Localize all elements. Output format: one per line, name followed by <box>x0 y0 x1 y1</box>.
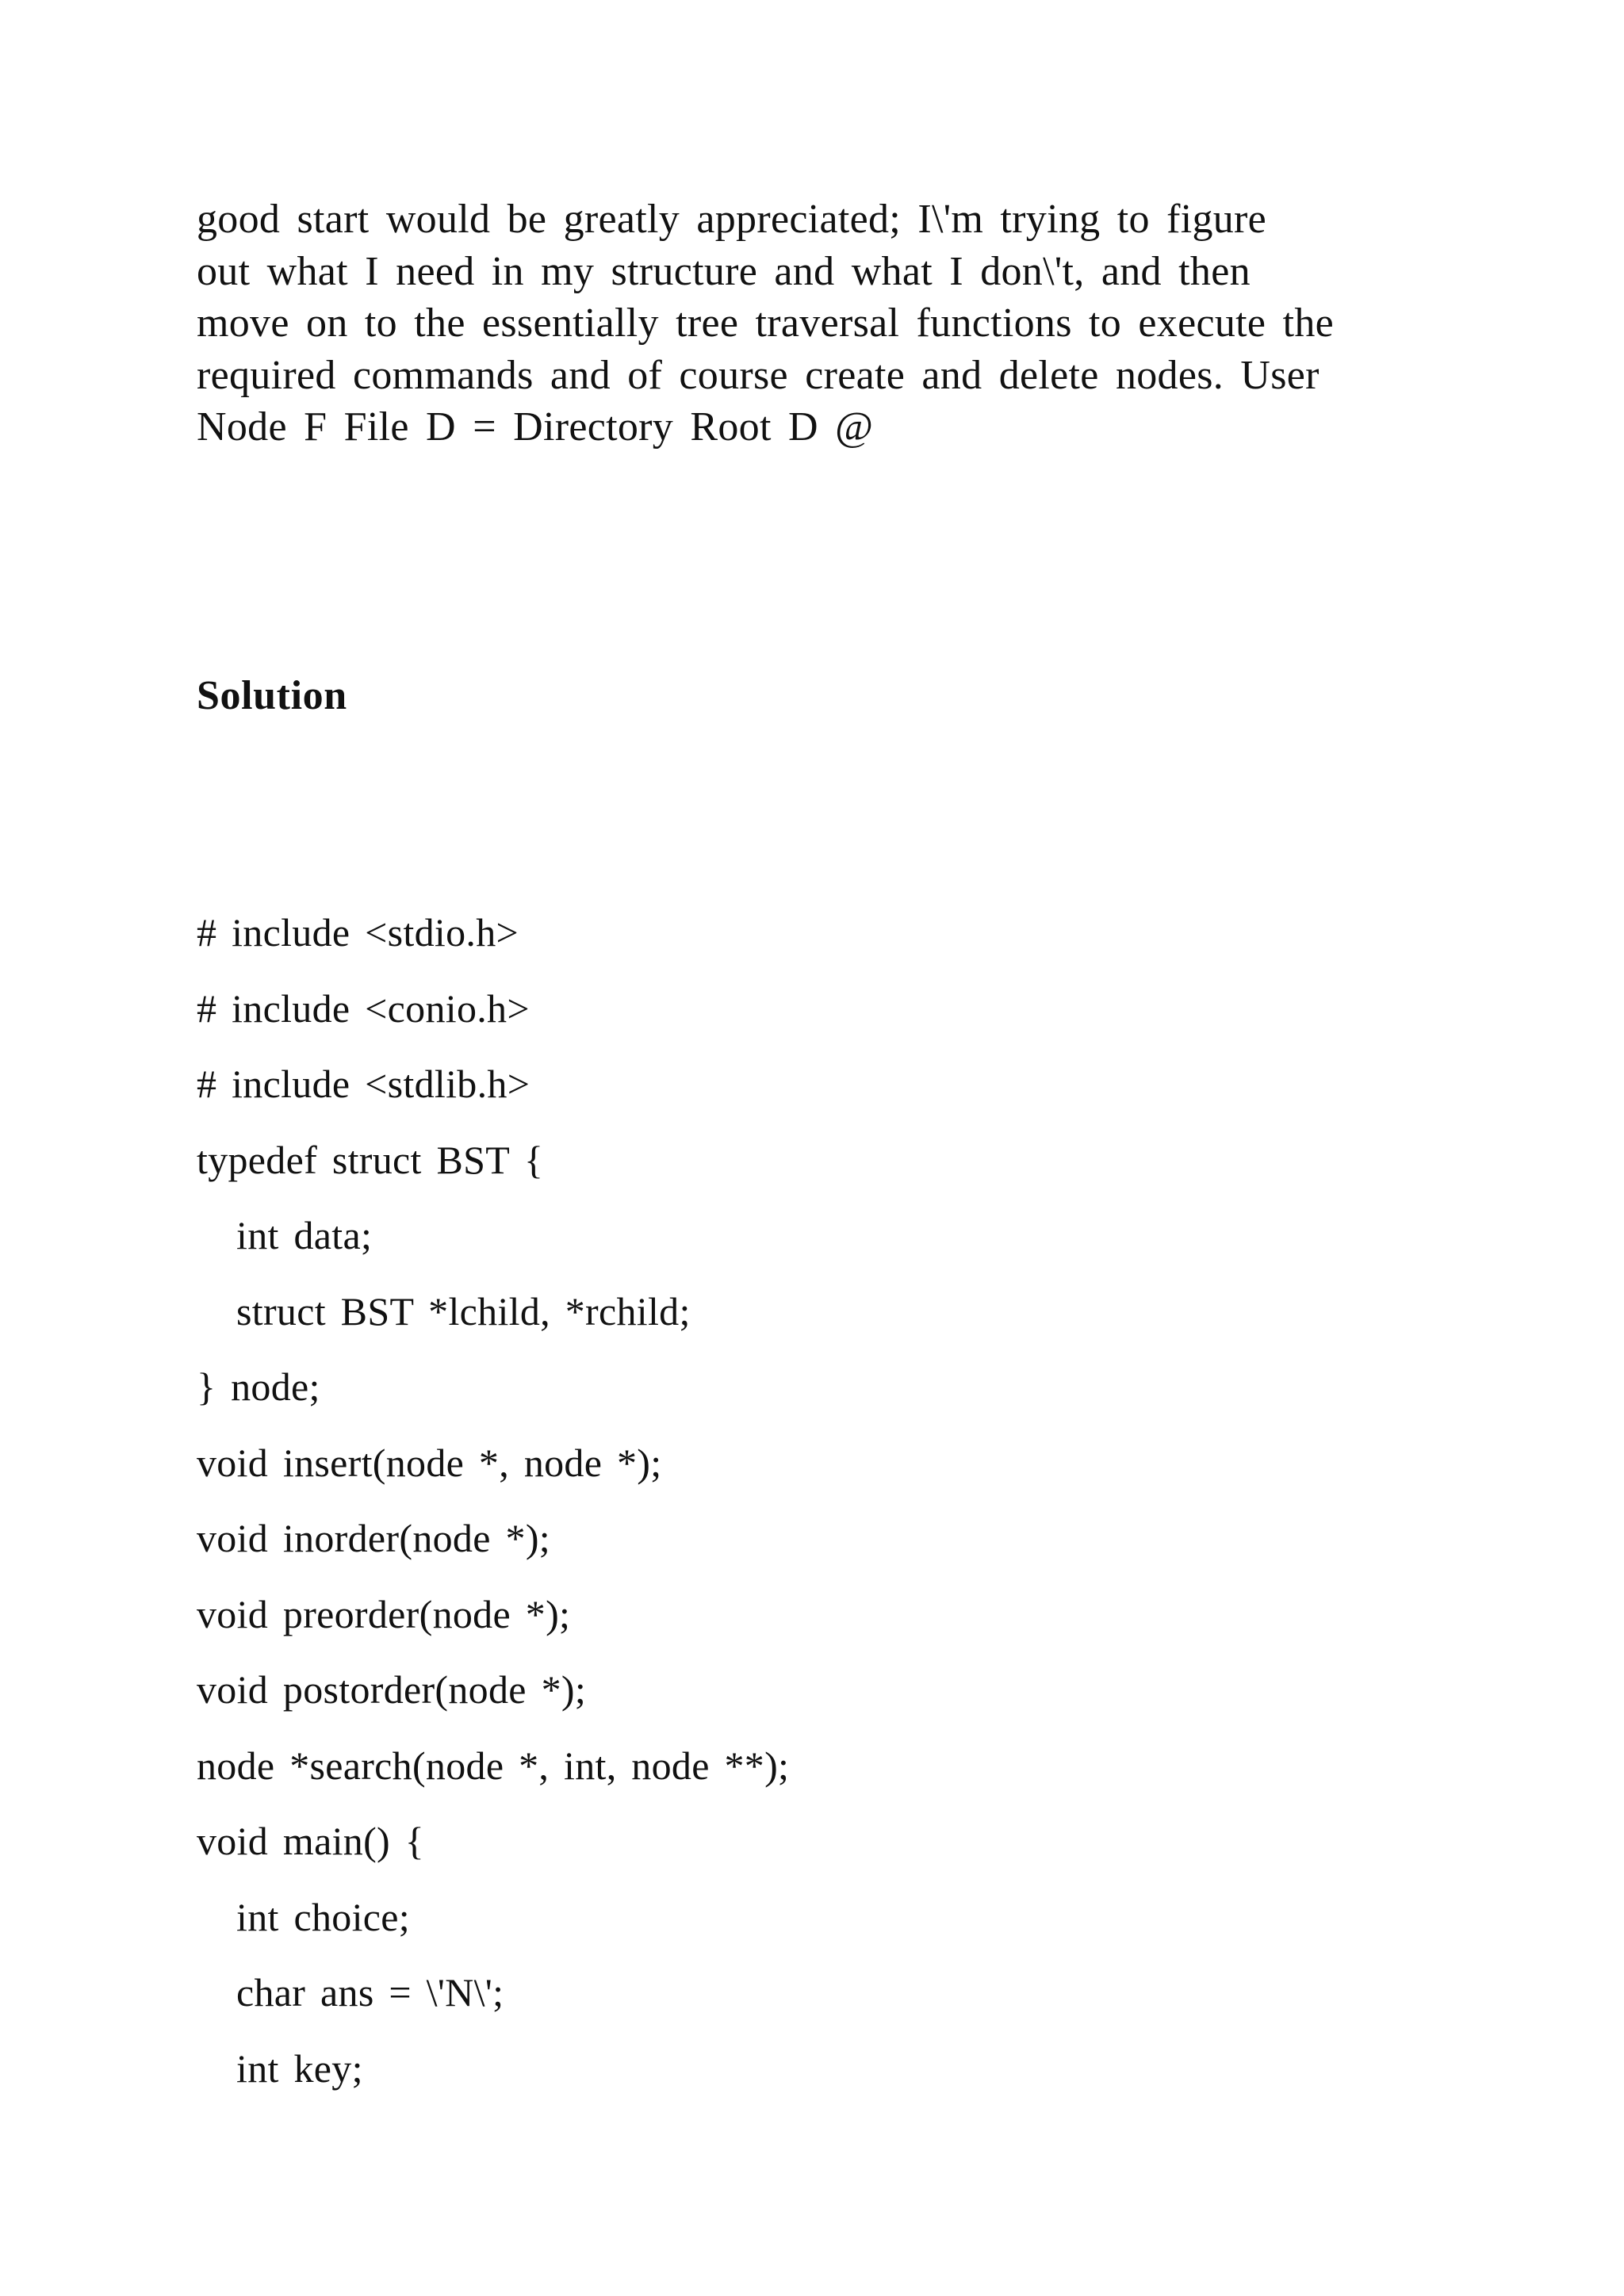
solution-heading: Solution <box>197 673 347 718</box>
code-line: void insert(node *, node *); <box>197 1440 662 1485</box>
intro-line: out what I need in my structure and what I don\'t, and then <box>197 248 1251 294</box>
code-line: int data; <box>236 1213 373 1257</box>
code-line: # include <stdlib.h> <box>197 1062 530 1106</box>
code-line: typedef struct BST { <box>197 1137 544 1182</box>
code-line: # include <stdio.h> <box>197 910 519 955</box>
code-line: node *search(node *, int, node **); <box>197 1743 790 1788</box>
code-line: # include <conio.h> <box>197 985 530 1031</box>
intro-line: move on to the essentially tree traversal functions to execute the <box>197 300 1335 346</box>
code-line: void preorder(node *); <box>197 1591 571 1636</box>
intro-line: Node F File D = Directory Root D @ <box>197 404 874 450</box>
code-line: void inorder(node *); <box>197 1516 550 1560</box>
code-line: void postorder(node *); <box>197 1667 587 1712</box>
intro-paragraph <box>197 193 1434 453</box>
intro-line: required commands and of course create and delete nodes. User <box>197 352 1320 398</box>
code-listing <box>197 906 789 2118</box>
code-line: int choice; <box>236 1894 410 1939</box>
code-line: } node; <box>197 1364 320 1409</box>
code-line: char ans = \'N\'; <box>236 1970 504 2015</box>
code-line: int key; <box>236 2045 363 2091</box>
intro-line: good start would be greatly appreciated; I\'m trying to figure <box>197 197 1267 242</box>
code-line: struct BST *lchild, *rchild; <box>236 1288 691 1334</box>
code-line: void main() { <box>197 1819 425 1863</box>
